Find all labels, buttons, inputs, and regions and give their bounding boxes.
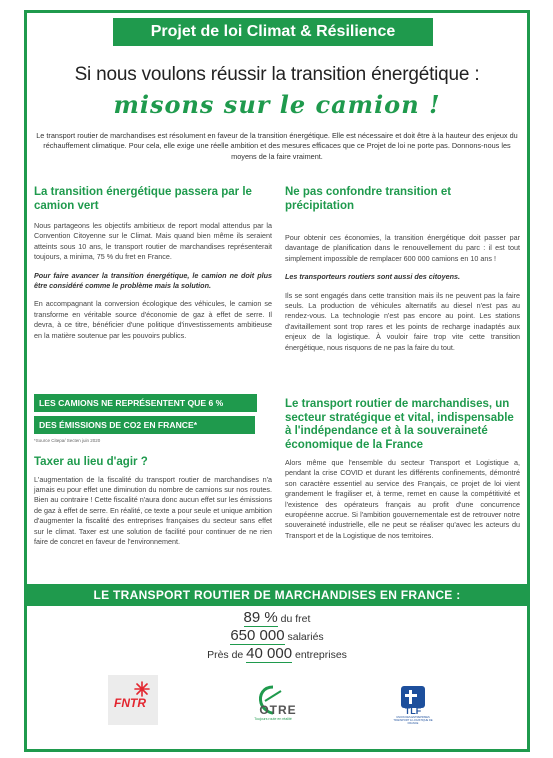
otre-logo-subtext: Toujours route en réalité (254, 717, 292, 721)
otre-logo (238, 678, 308, 728)
right-section2-paragraph: Alors même que l'ensemble du secteur Transport et Logistique a, pendant la crise COVID et durant les différents confinements, démontré son caractère essentiel au service des Français, ce projet de loi vient grandement le fragiliser et, à terme, remet en cause la compétitivité et l'existence des opérateurs français au profit d'une concurrence européenne accrue. Si l'ambition gouvernementale est de retrouver notre souveraineté industrielle, elle ne peut se réaliser qu'avec les acteurs du Transport et de la Logistique de nos territoires. (285, 458, 520, 540)
left-section1-paragraph2: En accompagnant la conversion écologique des véhicules, le camion se transforme en véritable source d'économie de gaz à effet de serre. Il devra, à ce titre, bénéficier d'une politique d'investissements ambitieuse en la matière soutenue par les pouvoirs publics. (34, 299, 272, 340)
left-section1-paragraph1: Nous partageons les objectifs ambitieux de report modal attendus par la Convention Citoyenne sur le Climat. Mais quand bien même ils seraient atteints sous 10 ans, le transport routier de marchandises représenterait toujours, a minima, 75 % du fret en France. (34, 221, 272, 262)
right-column (285, 186, 520, 353)
left-section1-title: La transition énergétique passera par le camion vert (34, 186, 252, 212)
intro-paragraph: Le transport routier de marchandises est résolument en faveur de la transition énergétique. Elle est nécessaire et doit être à la hauteur des enjeux du réchauffement climatique. Pour cela, elle exige une réelle ambition et des mesures efficaces que ce Projet de loi ne porte pas. Donnons-nous les moyens de la faire vraiment. (36, 131, 518, 161)
stat-entreprises-value: 40 000 (246, 645, 293, 662)
stat-salaries-label: salariés (284, 631, 324, 643)
otre-logo-text: OTRE (259, 703, 297, 717)
tlf-logo (393, 676, 433, 732)
stat-fret-label: du fret (277, 613, 311, 625)
top-title: Projet de loi Climat & Résilience (113, 18, 433, 46)
stat-fret-value: 89 % (243, 609, 278, 626)
fntr-logo-text: FNTR (114, 696, 146, 710)
right-section1-paragraph1: Pour obtenir ces économies, la transition énergétique doit passer par davantage de planification dans le renouvellement du parc : il est tout simplement impossible de remplacer 600 000 camions en 10 ans ! (285, 233, 520, 263)
right-column-2 (285, 398, 520, 541)
fntr-logo (108, 675, 158, 725)
tlf-logo-subtext: UNION DES ENTREPRISES TRANSPORT & LOGISTIQUE DE FRANCE (393, 715, 433, 725)
stat-salaries-value: 650 000 (230, 627, 285, 644)
stat-salaries (27, 627, 527, 645)
right-section1-emphasis: Les transporteurs routiers sont aussi des citoyens. (285, 272, 460, 282)
source-note: *Source Citepa/ Secten juin 2020 (34, 438, 101, 443)
stat-bar-1: LES CAMIONS NE REPRÉSENTENT QUE 6 % (34, 394, 257, 412)
stat-entreprises (27, 645, 527, 663)
right-section1-paragraph2: Ils se sont engagés dans cette transition mais ils ne peuvent pas la faire seuls. La production de véhicules alternatifs au diesel n'est pas au rendez-vous. La technologie n'est pas encore au point. Les stations d'avitaillement sont trop rares et les points de recharge inadaptés aux enjeux de la logistique. À vouloir faire trop vite cette transition énergétique, nous risquons de ne pas la faire du tout. (285, 290, 520, 352)
left-section2-paragraph: L'augmentation de la fiscalité du transport routier de marchandises n'a jamais eu pour effet une diminution du nombre de camions sur nos routes. Bien au contraire ! Cette fiscalité n'aura donc aucun effet sur les émissions de gaz à effet de serre. En réalité, ce texte a pour seule et unique ambition d'augmenter la fiscalité des entreprises françaises du secteur sans effet sur le climat. Taxer est une solution de facilité pour continuer de ne rien faire de concret en faveur de l'environnement. (34, 474, 272, 546)
stat-bar-2: DES ÉMISSIONS DE CO2 EN FRANCE* (34, 416, 255, 434)
right-section1-title: Ne pas confondre transition et précipitation (285, 186, 452, 212)
left-section1-emphasis: Pour faire avancer la transition énergétique, le camion ne doit plus être considéré comme le problème mais la solution. (34, 270, 272, 291)
headline-line2: misons sur le camion ! (113, 90, 441, 119)
tlf-logo-text: TLF (404, 705, 422, 716)
headline-line1: Si nous voulons réussir la transition énergétique : (74, 64, 480, 85)
bottom-band: LE TRANSPORT ROUTIER DE MARCHANDISES EN FRANCE : (27, 584, 527, 606)
left-section2-title: Taxer au lieu d'agir ? (34, 456, 148, 468)
right-section2-title: Le transport routier de marchandises, un secteur stratégique et vital, indispensable à l'indépendance et à la souveraineté économique de la France (285, 398, 514, 451)
stat-fret (27, 609, 527, 627)
left-column-2 (34, 456, 272, 547)
stat-entreprises-label: entreprises (292, 649, 347, 661)
left-column (34, 186, 272, 341)
stat-entreprises-prefix: Près de (207, 649, 247, 661)
